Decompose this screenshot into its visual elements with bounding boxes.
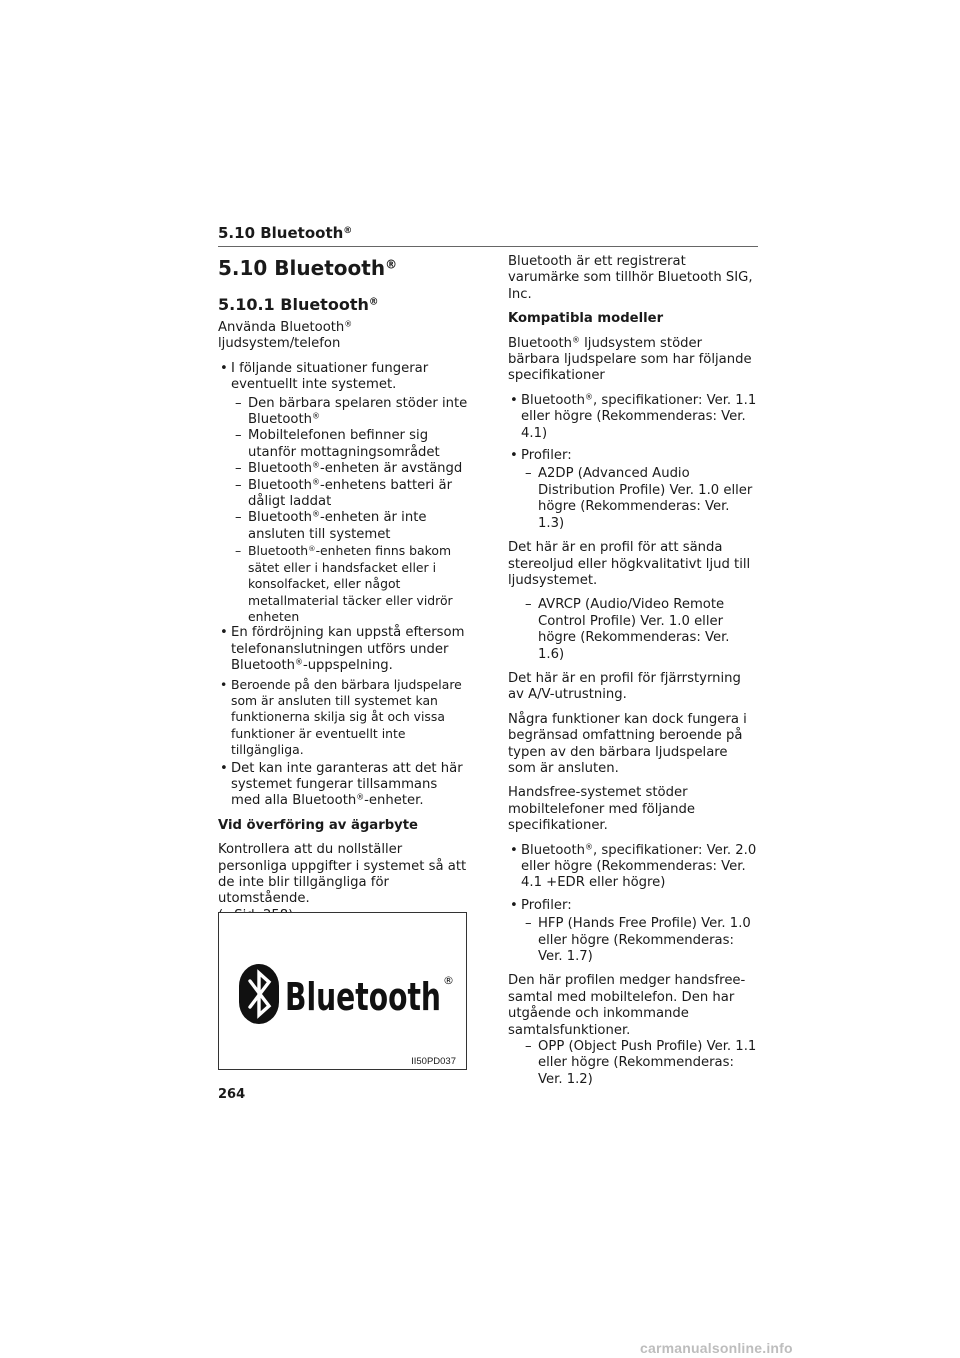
section-heading: 5.10 Bluetooth® xyxy=(218,256,398,280)
hfp-description: Den här profilen medger handsfree-samtal med mobiltelefon. Den har utgående och inkommande samtalsfunktioner. xyxy=(508,973,746,1038)
avrcp-description: Det här är en profil för fjärrstyrning av A/V-utrustning. xyxy=(508,670,741,703)
list-item: – Mobiltelefonen befinner sig utanför mottagningsområdet xyxy=(218,428,468,461)
list-item: – Bluetooth®-enheten finns bakom sätet eller i handsfacket eller i konsolfacket, eller något metallmaterial täcker eller vidrör enheten xyxy=(218,543,468,625)
list-item: – OPP (Object Push Profile) Ver. 1.1 eller högre (Rekommenderas: Ver. 1.2) xyxy=(508,1039,758,1088)
header-divider xyxy=(218,246,758,247)
list-item: • Profiler: xyxy=(508,448,758,464)
list-item: • Det kan inte garanteras att det här systemet fungerar tillsammans med alla Bluetooth®-enheter. xyxy=(218,761,468,810)
list-item: – HFP (Hands Free Profile) Ver. 1.0 eller högre (Rekommenderas: Ver. 1.7) xyxy=(508,916,758,965)
owner-change-heading: Vid överföring av ägarbyte xyxy=(218,817,418,833)
list-item: • Bluetooth®, specifikationer: Ver. 1.1 eller högre (Rekommenderas: Ver. 4.1) xyxy=(508,393,758,442)
list-item: – AVRCP (Audio/Video Remote Control Profile) Ver. 1.0 eller högre (Rekommenderas: Ver. 1.6) xyxy=(508,597,758,663)
intro-text: Använda Bluetooth® ljudsystem/telefon xyxy=(218,319,353,352)
handsfree-intro: Handsfree-systemet stöder mobiltelefoner med följande specifikationer. xyxy=(508,785,695,834)
list-item: – Bluetooth®-enheten är avstängd xyxy=(218,461,468,477)
logo-wordmark: Bluetooth xyxy=(285,975,441,1019)
bluetooth-logo xyxy=(219,913,466,1069)
right-column xyxy=(508,254,758,1088)
subsection-heading: 5.10.1 Bluetooth® xyxy=(218,295,379,314)
page-number: 264 xyxy=(218,1087,246,1102)
left-column xyxy=(218,254,468,957)
list-item: – Den bärbara spelaren stöder inte Bluetooth® xyxy=(218,396,468,429)
trademark-note: Bluetooth är ett registrerat varumärke som tillhör Bluetooth SIG, Inc. xyxy=(508,254,753,302)
running-header xyxy=(218,222,758,247)
list-item: • En fördröjning kan uppstå eftersom telefonanslutningen utförs under Bluetooth®-uppspelning. xyxy=(218,625,468,674)
list-item: • Profiler: xyxy=(508,898,758,914)
owner-change-text: Kontrollera att du nollställer personliga uppgifter i systemet så att de inte blir tillgängliga för utomstående. xyxy=(218,842,468,924)
header-title: 5.10 Bluetooth® xyxy=(218,224,353,242)
list-item: • Beroende på den bärbara ljudspelare som är ansluten till systemet kan funktionerna skilja sig åt och vissa funktioner är eventuellt inte tillgängliga. xyxy=(218,677,468,759)
list-item: – Bluetooth®-enheten är inte ansluten till systemet xyxy=(218,510,468,543)
watermark: carmanualsonline.info xyxy=(640,1340,793,1356)
bluetooth-logo-figure xyxy=(218,912,467,1070)
compatible-models-heading: Kompatibla modeller xyxy=(508,311,664,327)
a2dp-description: Det här är en profil för att sända stereoljud eller högkvalitativt ljud till ljudsystemet. xyxy=(508,540,751,588)
list-item: • Bluetooth®, specifikationer: Ver. 2.0 eller högre (Rekommenderas: Ver. 4.1 +EDR eller högre) xyxy=(508,843,758,892)
limitation-note: Några funktioner kan dock fungera i begränsad omfattning beroende på typen av den bärbara ljudspelare som är ansluten. xyxy=(508,711,747,776)
logo-registered-mark: ® xyxy=(443,974,454,987)
figure-code: II50PD037 xyxy=(411,1056,456,1067)
list-item: – Bluetooth®-enhetens batteri är dåligt laddat xyxy=(218,478,468,511)
list-item: • I följande situationer fungerar eventuellt inte systemet. xyxy=(218,361,468,394)
list-item: – A2DP (Advanced Audio Distribution Profile) Ver. 1.0 eller högre (Rekommenderas: Ver. 1.3) xyxy=(508,466,758,532)
compat-intro: Bluetooth® ljudsystem stöder bärbara ljudspelare som har följande specifikationer xyxy=(508,335,752,384)
